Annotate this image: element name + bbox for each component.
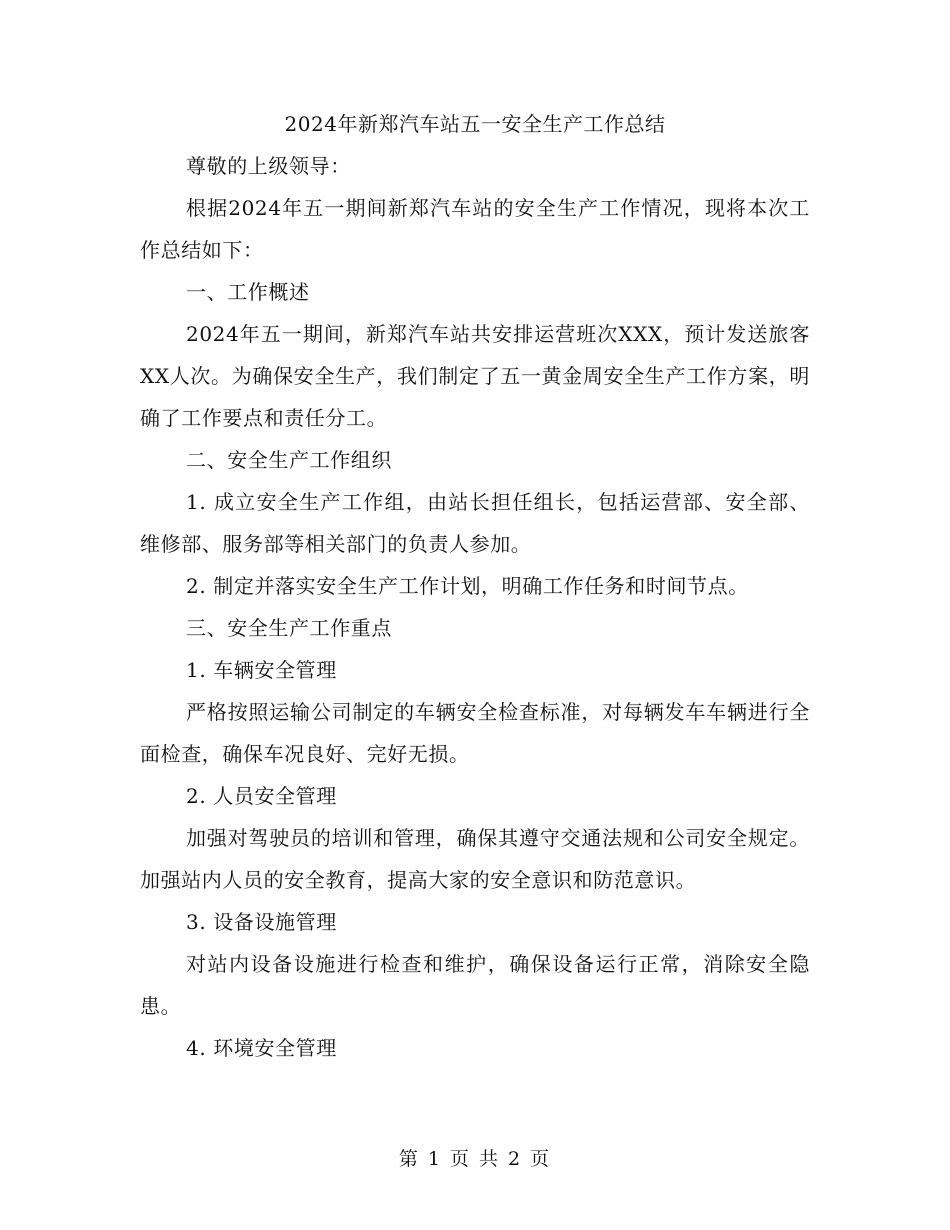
equipment-paragraph: 对站内设备设施进行检查和维护，确保设备运行正常，消除安全隐患。 (140, 952, 810, 1018)
overview-paragraph: 2024年五一期间，新郑汽车站共安排运营班次XXX，预计发送旅客XX人次。为确保安全生产，我们制定了五一黄金周安全生产工作方案，明确了工作要点和责任分工。 (140, 322, 810, 430)
section-heading-key-points: 三、安全生产工作重点 (186, 616, 392, 640)
salutation: 尊敬的上级领导： (186, 154, 351, 178)
page-footer: 第 1 页 共 2 页 (398, 1148, 552, 1170)
document-body (140, 145, 810, 1069)
subheading-vehicle-safety: 1. 车辆安全管理 (186, 658, 337, 682)
subheading-environment: 4. 环境安全管理 (186, 1036, 337, 1060)
vehicle-safety-paragraph: 严格按照运输公司制定的车辆安全检查标准，对每辆发车车辆进行全面检查，确保车况良好、完好无损。 (140, 700, 810, 766)
section-heading-organization: 二、安全生产工作组织 (186, 448, 392, 472)
section-heading-overview: 一、工作概述 (186, 280, 310, 304)
intro-paragraph: 根据2024年五一期间新郑汽车站的安全生产工作情况，现将本次工作总结如下： (140, 196, 810, 262)
organization-item-1: 1. 成立安全生产工作组，由站长担任组长，包括运营部、安全部、维修部、服务部等相关部门的负责人参加。 (140, 490, 810, 556)
document-title: 2024年新郑汽车站五一安全生产工作总结 (284, 112, 666, 136)
subheading-personnel-safety: 2. 人员安全管理 (186, 784, 337, 808)
subheading-equipment: 3. 设备设施管理 (186, 910, 337, 934)
personnel-safety-paragraph: 加强对驾驶员的培训和管理，确保其遵守交通法规和公司安全规定。加强站内人员的安全教育，提高大家的安全意识和防范意识。 (140, 826, 810, 892)
organization-item-2: 2. 制定并落实安全生产工作计划，明确工作任务和时间节点。 (186, 574, 749, 598)
